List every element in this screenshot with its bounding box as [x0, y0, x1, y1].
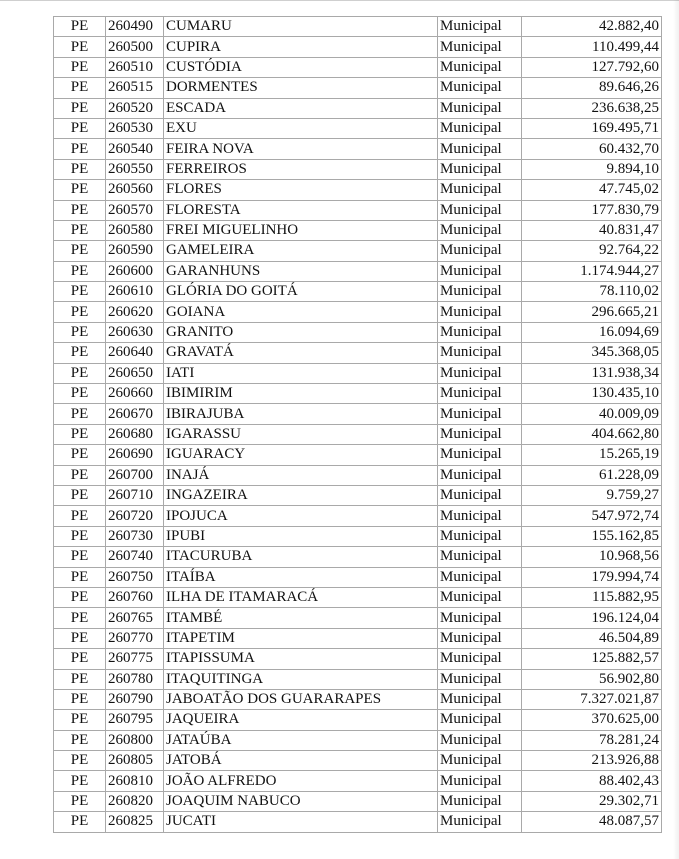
sphere-cell: Municipal	[438, 384, 522, 404]
table-row	[54, 465, 662, 485]
ibge-code-cell: 260780	[106, 669, 164, 689]
table-row	[54, 180, 662, 200]
uf-cell: PE	[54, 261, 106, 281]
table-row	[54, 363, 662, 383]
amount-cell: 155.162,85	[522, 526, 662, 546]
municipality-name-cell: IATI	[164, 363, 438, 383]
municipality-name-cell: JUCATI	[164, 812, 438, 832]
sphere-cell: Municipal	[438, 608, 522, 628]
municipality-name-cell: ITACURUBA	[164, 547, 438, 567]
ibge-code-cell: 260805	[106, 751, 164, 771]
ibge-code-cell: 260510	[106, 57, 164, 77]
amount-cell: 131.938,34	[522, 363, 662, 383]
table-row	[54, 384, 662, 404]
amount-cell: 110.499,44	[522, 37, 662, 57]
amount-cell: 56.902,80	[522, 669, 662, 689]
amount-cell: 47.745,02	[522, 180, 662, 200]
municipality-name-cell: JATOBÁ	[164, 751, 438, 771]
amount-cell: 15.265,19	[522, 445, 662, 465]
municipality-name-cell: ESCADA	[164, 98, 438, 118]
sphere-cell: Municipal	[438, 282, 522, 302]
uf-cell: PE	[54, 526, 106, 546]
ibge-code-cell: 260760	[106, 587, 164, 607]
uf-cell: PE	[54, 587, 106, 607]
uf-cell: PE	[54, 343, 106, 363]
table-row	[54, 78, 662, 98]
ibge-code-cell: 260765	[106, 608, 164, 628]
amount-cell: 16.094,69	[522, 322, 662, 342]
uf-cell: PE	[54, 567, 106, 587]
municipality-name-cell: ITAPETIM	[164, 628, 438, 648]
table-row	[54, 669, 662, 689]
ibge-code-cell: 260660	[106, 384, 164, 404]
municipality-name-cell: DORMENTES	[164, 78, 438, 98]
municipality-name-cell: FLORESTA	[164, 200, 438, 220]
amount-cell: 78.110,02	[522, 282, 662, 302]
amount-cell: 48.087,57	[522, 812, 662, 832]
ibge-code-cell: 260610	[106, 282, 164, 302]
amount-cell: 9.759,27	[522, 485, 662, 505]
uf-cell: PE	[54, 547, 106, 567]
table-row	[54, 404, 662, 424]
municipality-name-cell: IPOJUCA	[164, 506, 438, 526]
sphere-cell: Municipal	[438, 465, 522, 485]
table-row	[54, 445, 662, 465]
sphere-cell: Municipal	[438, 424, 522, 444]
uf-cell: PE	[54, 98, 106, 118]
uf-cell: PE	[54, 159, 106, 179]
sphere-cell: Municipal	[438, 812, 522, 832]
uf-cell: PE	[54, 302, 106, 322]
municipality-name-cell: IGUARACY	[164, 445, 438, 465]
amount-cell: 92.764,22	[522, 241, 662, 261]
table-row	[54, 322, 662, 342]
ibge-code-cell: 260720	[106, 506, 164, 526]
sphere-cell: Municipal	[438, 649, 522, 669]
municipality-name-cell: ITAPISSUMA	[164, 649, 438, 669]
sphere-cell: Municipal	[438, 180, 522, 200]
amount-cell: 89.646,26	[522, 78, 662, 98]
ibge-code-cell: 260795	[106, 710, 164, 730]
table-row	[54, 587, 662, 607]
amount-cell: 177.830,79	[522, 200, 662, 220]
ibge-code-cell: 260810	[106, 771, 164, 791]
uf-cell: PE	[54, 506, 106, 526]
amount-cell: 196.124,04	[522, 608, 662, 628]
uf-cell: PE	[54, 241, 106, 261]
table-row	[54, 649, 662, 669]
ibge-code-cell: 260770	[106, 628, 164, 648]
sphere-cell: Municipal	[438, 710, 522, 730]
municipality-name-cell: INAJÁ	[164, 465, 438, 485]
table-row	[54, 710, 662, 730]
municipality-name-cell: JAQUEIRA	[164, 710, 438, 730]
table-row	[54, 118, 662, 138]
table-row	[54, 98, 662, 118]
uf-cell: PE	[54, 424, 106, 444]
ibge-code-cell: 260590	[106, 241, 164, 261]
sphere-cell: Municipal	[438, 567, 522, 587]
municipality-name-cell: ILHA DE ITAMARACÁ	[164, 587, 438, 607]
ibge-code-cell: 260600	[106, 261, 164, 281]
ibge-code-cell: 260530	[106, 118, 164, 138]
amount-cell: 42.882,40	[522, 17, 662, 37]
sphere-cell: Municipal	[438, 485, 522, 505]
municipality-name-cell: EXU	[164, 118, 438, 138]
municipality-name-cell: CUMARU	[164, 17, 438, 37]
amount-cell: 213.926,88	[522, 751, 662, 771]
amount-cell: 125.882,57	[522, 649, 662, 669]
table-row	[54, 17, 662, 37]
sphere-cell: Municipal	[438, 343, 522, 363]
uf-cell: PE	[54, 57, 106, 77]
ibge-code-cell: 260700	[106, 465, 164, 485]
sphere-cell: Municipal	[438, 506, 522, 526]
table-row	[54, 159, 662, 179]
ibge-code-cell: 260570	[106, 200, 164, 220]
sphere-cell: Municipal	[438, 37, 522, 57]
uf-cell: PE	[54, 730, 106, 750]
sphere-cell: Municipal	[438, 730, 522, 750]
sphere-cell: Municipal	[438, 751, 522, 771]
amount-cell: 40.009,09	[522, 404, 662, 424]
amount-cell: 29.302,71	[522, 791, 662, 811]
amount-cell: 127.792,60	[522, 57, 662, 77]
ibge-code-cell: 260520	[106, 98, 164, 118]
amount-cell: 296.665,21	[522, 302, 662, 322]
ibge-code-cell: 260680	[106, 424, 164, 444]
table-row	[54, 282, 662, 302]
municipality-table	[53, 16, 662, 833]
amount-cell: 370.625,00	[522, 710, 662, 730]
amount-cell: 1.174.944,27	[522, 261, 662, 281]
uf-cell: PE	[54, 791, 106, 811]
uf-cell: PE	[54, 322, 106, 342]
uf-cell: PE	[54, 485, 106, 505]
table-row	[54, 343, 662, 363]
uf-cell: PE	[54, 17, 106, 37]
table-row	[54, 547, 662, 567]
municipality-name-cell: ITAMBÉ	[164, 608, 438, 628]
ibge-code-cell: 260490	[106, 17, 164, 37]
municipality-name-cell: IBIMIRIM	[164, 384, 438, 404]
ibge-code-cell: 260550	[106, 159, 164, 179]
table-row	[54, 200, 662, 220]
uf-cell: PE	[54, 180, 106, 200]
municipality-name-cell: JABOATÃO DOS GUARARAPES	[164, 689, 438, 709]
sphere-cell: Municipal	[438, 118, 522, 138]
table-row	[54, 241, 662, 261]
sphere-cell: Municipal	[438, 322, 522, 342]
uf-cell: PE	[54, 710, 106, 730]
ibge-code-cell: 260740	[106, 547, 164, 567]
amount-cell: 345.368,05	[522, 343, 662, 363]
page-edge-shadow	[673, 0, 679, 859]
uf-cell: PE	[54, 689, 106, 709]
uf-cell: PE	[54, 139, 106, 159]
sphere-cell: Municipal	[438, 771, 522, 791]
ibge-code-cell: 260500	[106, 37, 164, 57]
municipality-name-cell: JOÃO ALFREDO	[164, 771, 438, 791]
amount-cell: 60.432,70	[522, 139, 662, 159]
sphere-cell: Municipal	[438, 220, 522, 240]
uf-cell: PE	[54, 200, 106, 220]
sphere-cell: Municipal	[438, 241, 522, 261]
table-row	[54, 791, 662, 811]
amount-cell: 40.831,47	[522, 220, 662, 240]
municipality-name-cell: JOAQUIM NABUCO	[164, 791, 438, 811]
table-row	[54, 567, 662, 587]
municipality-name-cell: IPUBI	[164, 526, 438, 546]
municipality-name-cell: GLÓRIA DO GOITÁ	[164, 282, 438, 302]
table-body	[54, 17, 662, 833]
municipality-name-cell: FREI MIGUELINHO	[164, 220, 438, 240]
ibge-code-cell: 260640	[106, 343, 164, 363]
amount-cell: 169.495,71	[522, 118, 662, 138]
table-row	[54, 302, 662, 322]
ibge-code-cell: 260580	[106, 220, 164, 240]
ibge-code-cell: 260630	[106, 322, 164, 342]
sphere-cell: Municipal	[438, 526, 522, 546]
table-row	[54, 139, 662, 159]
table-row	[54, 689, 662, 709]
page-top-border	[0, 0, 679, 1]
table-row	[54, 485, 662, 505]
uf-cell: PE	[54, 465, 106, 485]
table-row	[54, 608, 662, 628]
uf-cell: PE	[54, 608, 106, 628]
uf-cell: PE	[54, 384, 106, 404]
table-row	[54, 628, 662, 648]
amount-cell: 547.972,74	[522, 506, 662, 526]
ibge-code-cell: 260750	[106, 567, 164, 587]
table-row	[54, 730, 662, 750]
amount-cell: 10.968,56	[522, 547, 662, 567]
table-row	[54, 506, 662, 526]
amount-cell: 130.435,10	[522, 384, 662, 404]
uf-cell: PE	[54, 220, 106, 240]
uf-cell: PE	[54, 751, 106, 771]
sphere-cell: Municipal	[438, 98, 522, 118]
amount-cell: 115.882,95	[522, 587, 662, 607]
table-row	[54, 771, 662, 791]
amount-cell: 88.402,43	[522, 771, 662, 791]
municipality-name-cell: ITAQUITINGA	[164, 669, 438, 689]
table-row	[54, 751, 662, 771]
sphere-cell: Municipal	[438, 689, 522, 709]
uf-cell: PE	[54, 37, 106, 57]
sphere-cell: Municipal	[438, 302, 522, 322]
uf-cell: PE	[54, 771, 106, 791]
uf-cell: PE	[54, 812, 106, 832]
amount-cell: 46.504,89	[522, 628, 662, 648]
uf-cell: PE	[54, 118, 106, 138]
ibge-code-cell: 260690	[106, 445, 164, 465]
ibge-code-cell: 260560	[106, 180, 164, 200]
amount-cell: 78.281,24	[522, 730, 662, 750]
uf-cell: PE	[54, 649, 106, 669]
municipality-name-cell: FERREIROS	[164, 159, 438, 179]
sphere-cell: Municipal	[438, 139, 522, 159]
municipality-name-cell: GAMELEIRA	[164, 241, 438, 261]
sphere-cell: Municipal	[438, 791, 522, 811]
table-row	[54, 220, 662, 240]
sphere-cell: Municipal	[438, 669, 522, 689]
ibge-code-cell: 260775	[106, 649, 164, 669]
amount-cell: 404.662,80	[522, 424, 662, 444]
amount-cell: 179.994,74	[522, 567, 662, 587]
municipality-name-cell: FLORES	[164, 180, 438, 200]
uf-cell: PE	[54, 669, 106, 689]
municipality-name-cell: INGAZEIRA	[164, 485, 438, 505]
ibge-code-cell: 260515	[106, 78, 164, 98]
uf-cell: PE	[54, 78, 106, 98]
sphere-cell: Municipal	[438, 404, 522, 424]
ibge-code-cell: 260710	[106, 485, 164, 505]
table-row	[54, 261, 662, 281]
municipality-name-cell: GRANITO	[164, 322, 438, 342]
ibge-code-cell: 260620	[106, 302, 164, 322]
ibge-code-cell: 260670	[106, 404, 164, 424]
table-row	[54, 424, 662, 444]
municipality-name-cell: IGARASSU	[164, 424, 438, 444]
sphere-cell: Municipal	[438, 57, 522, 77]
sphere-cell: Municipal	[438, 363, 522, 383]
amount-cell: 9.894,10	[522, 159, 662, 179]
municipality-name-cell: CUSTÓDIA	[164, 57, 438, 77]
municipality-name-cell: GOIANA	[164, 302, 438, 322]
municipality-name-cell: FEIRA NOVA	[164, 139, 438, 159]
municipality-name-cell: JATAÚBA	[164, 730, 438, 750]
ibge-code-cell: 260540	[106, 139, 164, 159]
municipality-name-cell: CUPIRA	[164, 37, 438, 57]
sphere-cell: Municipal	[438, 445, 522, 465]
sphere-cell: Municipal	[438, 547, 522, 567]
amount-cell: 236.638,25	[522, 98, 662, 118]
uf-cell: PE	[54, 445, 106, 465]
municipality-name-cell: IBIRAJUBA	[164, 404, 438, 424]
uf-cell: PE	[54, 404, 106, 424]
ibge-code-cell: 260730	[106, 526, 164, 546]
uf-cell: PE	[54, 282, 106, 302]
municipality-name-cell: GARANHUNS	[164, 261, 438, 281]
sphere-cell: Municipal	[438, 159, 522, 179]
sphere-cell: Municipal	[438, 587, 522, 607]
uf-cell: PE	[54, 363, 106, 383]
amount-cell: 61.228,09	[522, 465, 662, 485]
amount-cell: 7.327.021,87	[522, 689, 662, 709]
ibge-code-cell: 260825	[106, 812, 164, 832]
sphere-cell: Municipal	[438, 17, 522, 37]
uf-cell: PE	[54, 628, 106, 648]
ibge-code-cell: 260800	[106, 730, 164, 750]
municipality-name-cell: ITAÍBA	[164, 567, 438, 587]
ibge-code-cell: 260820	[106, 791, 164, 811]
table-row	[54, 812, 662, 832]
sphere-cell: Municipal	[438, 78, 522, 98]
ibge-code-cell: 260790	[106, 689, 164, 709]
table-row	[54, 526, 662, 546]
table-row	[54, 57, 662, 77]
sphere-cell: Municipal	[438, 200, 522, 220]
municipality-name-cell: GRAVATÁ	[164, 343, 438, 363]
ibge-code-cell: 260650	[106, 363, 164, 383]
sphere-cell: Municipal	[438, 261, 522, 281]
sphere-cell: Municipal	[438, 628, 522, 648]
table-row	[54, 37, 662, 57]
